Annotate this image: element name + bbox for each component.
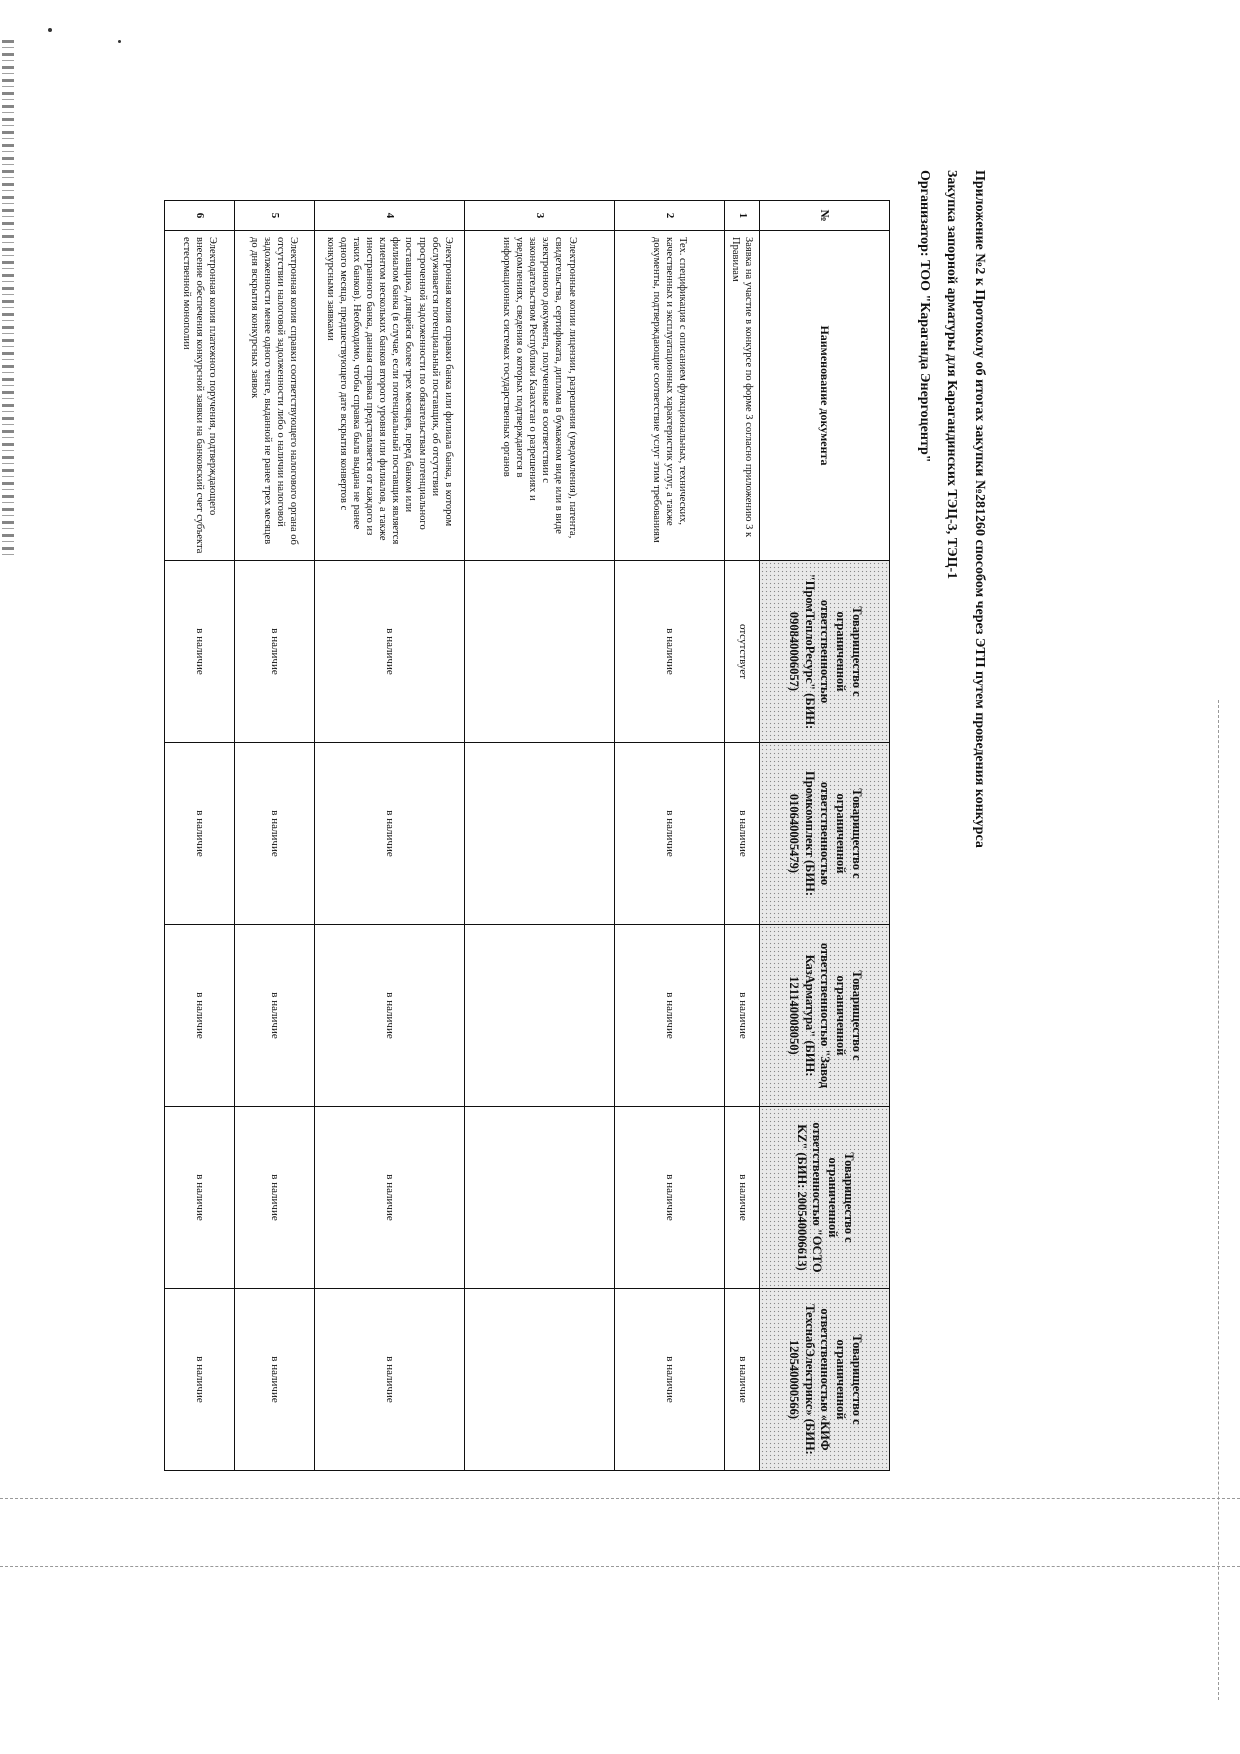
- status-cell: в наличие: [234, 561, 314, 743]
- status-cell: в наличие: [614, 1107, 724, 1289]
- document-header: [906, 170, 989, 890]
- row-number: 3: [464, 201, 614, 231]
- status-cell: в наличие: [234, 925, 314, 1107]
- status-cell: [464, 1107, 614, 1289]
- status-cell: в наличие: [724, 1289, 759, 1471]
- row-number: 5: [234, 201, 314, 231]
- supplier-header: Товарищество с ограниченной ответственностью "ОСТО KZ" (БИН: 200540006613): [760, 1107, 890, 1289]
- table-header-row: [760, 201, 890, 1471]
- col-doc-header: Наименование документа: [760, 231, 890, 561]
- status-cell: в наличие: [724, 925, 759, 1107]
- table-row: [234, 201, 314, 1471]
- status-cell: в наличие: [614, 925, 724, 1107]
- scan-speck: [48, 28, 52, 32]
- status-cell: в наличие: [314, 743, 464, 925]
- status-cell: в наличие: [314, 561, 464, 743]
- document-name: Электронная копия справки банка или филиала банка, в котором обслуживается потенциальный поставщик, об отсутствии просроченной задолженности по обязательствам потенциального поставщика, длящейся более трех месяцев, перед банком или филиалом банка (в случае, если потенциальный поставщик является клиентом нескольких банков второго уровня или филиалов, а также иностранного банка, данная справка представляется от каждого из таких банков). Необходимо, чтобы справка была выдана не ранее одного месяца, предшествующего дате вскрытия конвертов с конкурсными заявками: [314, 231, 464, 561]
- row-number: 4: [314, 201, 464, 231]
- status-cell: в наличие: [614, 1289, 724, 1471]
- status-cell: в наличие: [164, 925, 234, 1107]
- document-name: Электронные копии лицензии, разрешения (уведомления), патента, свидетельства, сертификата, диплома в бумажном виде или в виде электронного документа, полученные в соответствии с законодательством Республики Казахстан о разрешениях и уведомлениях, сведения о которых подтверждаются в информационных системах государственных органов: [464, 231, 614, 561]
- documents-table: [164, 200, 890, 1471]
- row-number: 2: [614, 201, 724, 231]
- status-cell: [464, 561, 614, 743]
- table-row: [724, 201, 759, 1471]
- supplier-header: Товарищество с ограниченной ответственностью "ПромТеплоРесурс" (БИН: 090840006057): [760, 561, 890, 743]
- status-cell: в наличие: [164, 1289, 234, 1471]
- status-cell: в наличие: [234, 743, 314, 925]
- document-name: Заявка на участие в конкурсе по форме 3 согласно приложению 3 к Правилам: [724, 231, 759, 561]
- status-cell: в наличие: [234, 1107, 314, 1289]
- status-cell: в наличие: [164, 1107, 234, 1289]
- scan-speck: [118, 40, 121, 43]
- col-num-header: №: [760, 201, 890, 231]
- status-cell: в наличие: [614, 743, 724, 925]
- status-cell: в наличие: [314, 925, 464, 1107]
- table-row: [314, 201, 464, 1471]
- appendix-title: Приложение №2 к Протоколу об итогах закупки №281260 способом через ЭТП путем проведения конкурса: [972, 170, 987, 848]
- supplier-header: Товарищество с ограниченной ответственностью Промкомплект (БИН: 010640005479): [760, 743, 890, 925]
- document-name: Электронная копия справки соответствующего налогового органа об отсутствии налоговой задолженности либо о наличии налоговой задолженности менее одного тенге, выданной не ранее трех месяцев до дня вскрытия конкурсных заявок: [234, 231, 314, 561]
- purchase-line: Закупка запорной арматуры для Карагандинских ТЭЦ-3, ТЭЦ-1: [944, 170, 960, 580]
- document-name: Тех. спецификация с описанием функциональных, технических, качественных и эксплуатационных характеристик услуг, а также документы, подтверждающие соответствие услуг этим требованиям: [614, 231, 724, 561]
- row-number: 1: [724, 201, 759, 231]
- table-row: [164, 201, 234, 1471]
- status-cell: отсутствует: [724, 561, 759, 743]
- status-cell: в наличие: [724, 1107, 759, 1289]
- document-page: [0, 100, 1050, 1600]
- status-cell: в наличие: [164, 561, 234, 743]
- document-name: Электронная копия платежного поручения, подтверждающего внесение обеспечения конкурсной заявки на банковский счет субъекта естественной монополии: [164, 231, 234, 561]
- table-row: [614, 201, 724, 1471]
- status-cell: [464, 743, 614, 925]
- status-cell: в наличие: [314, 1107, 464, 1289]
- row-number: 6: [164, 201, 234, 231]
- supplier-header: Товарищество с ограниченной ответственностью «КИФ ТехснабЭлектрикс» (БИН: 120540000566): [760, 1289, 890, 1471]
- status-cell: [464, 925, 614, 1107]
- organizer-line: Организатор: ТОО "Караганда Энергоцентр": [917, 170, 932, 463]
- status-cell: [464, 1289, 614, 1471]
- supplier-header: Товарищество с ограниченной ответственностью "Завод КазАрматура" (БИН: 121140008050): [760, 925, 890, 1107]
- status-cell: в наличие: [314, 1289, 464, 1471]
- status-cell: в наличие: [164, 743, 234, 925]
- status-cell: в наличие: [614, 561, 724, 743]
- status-cell: в наличие: [724, 743, 759, 925]
- table-row: [464, 201, 614, 1471]
- status-cell: в наличие: [234, 1289, 314, 1471]
- fold-line: [1218, 700, 1219, 1700]
